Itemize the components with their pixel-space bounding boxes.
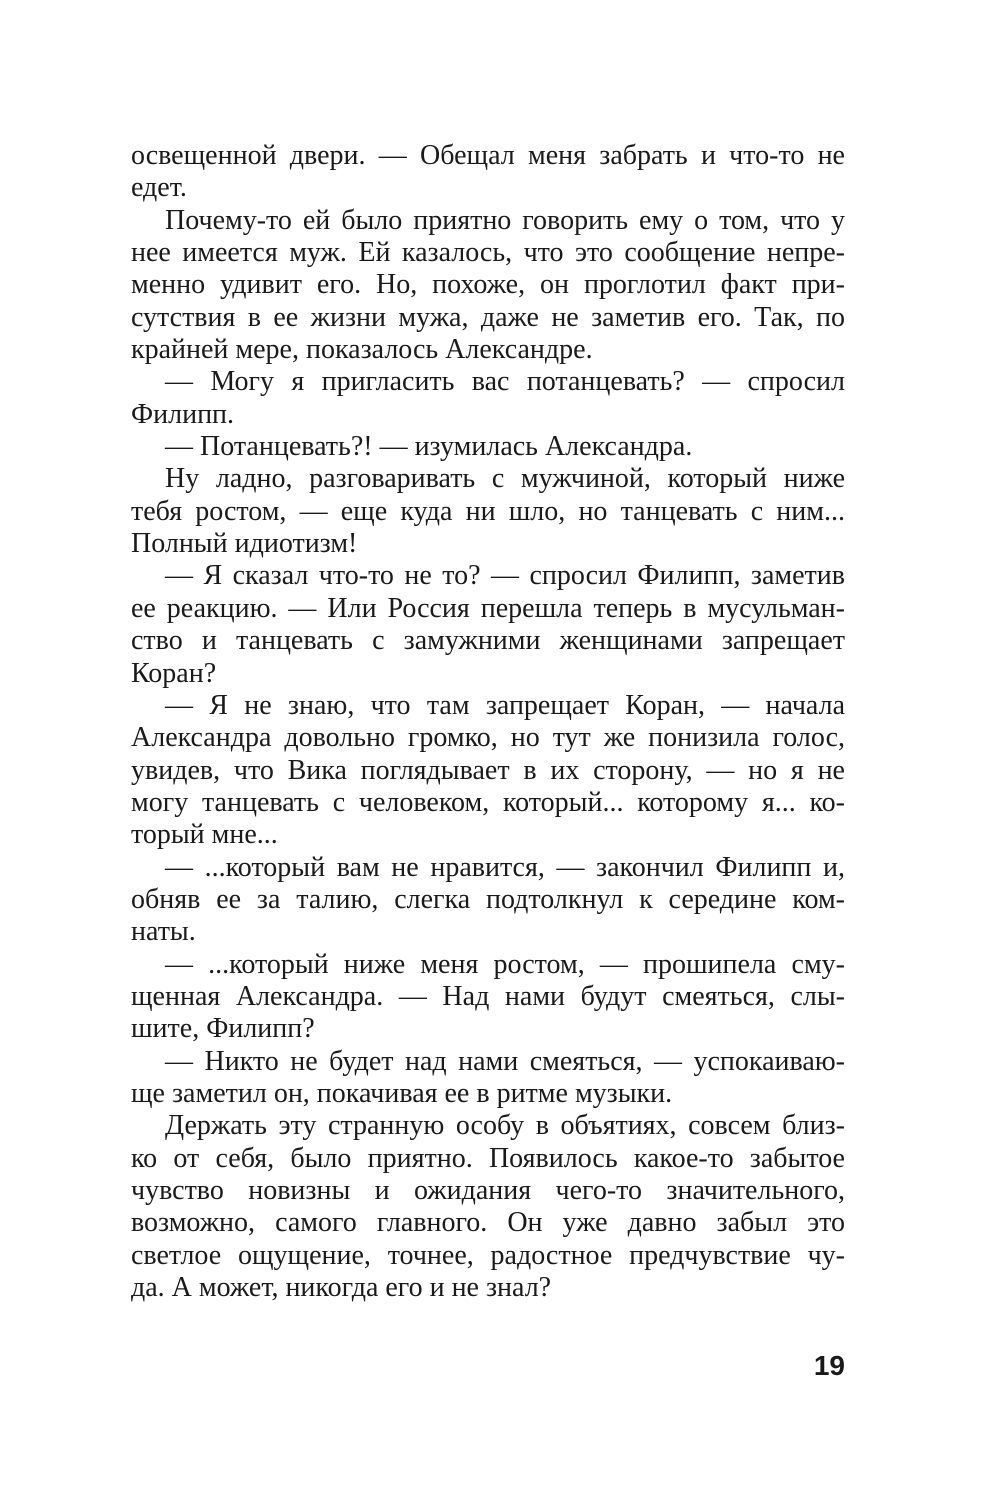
text-line: — Могу я пригласить вас потанцевать? — спросил [165,366,845,398]
paragraph [131,1110,845,1304]
text-line: да. А может, никогда его и не знал? [131,1272,552,1304]
text-line: светлое ощущение, точнее, радостное предчувствие чу- [131,1239,845,1271]
text-line: Коран? [131,657,217,689]
text-line: Ну ладно, разговаривать с мужчиной, который ниже [165,463,845,495]
paragraph [131,205,845,367]
text-line: шите, Филипп? [131,1013,315,1045]
paragraph [131,366,845,431]
text-line: сутствия в ее жизни мужа, даже не заметив его. Так, по [131,301,845,333]
text-line: увидев, что Вика поглядывает в их сторону, — но я не [131,754,845,786]
text-line: торый мне... [131,819,278,851]
text-line: Полный идиотизм! [131,528,358,560]
text-line: ство и танцевать с замужними женщинами запрещает [131,625,845,657]
paragraph [131,560,845,689]
text-line: — Потанцевать?! — изумилась Александра. [165,431,693,463]
paragraph [131,431,845,463]
body-text [131,140,845,1304]
text-line: щенная Александра. — Над нами будут смеяться, слы- [131,980,845,1012]
text-line: — Я сказал что-то не то? — спросил Филипп, заметив [165,560,845,592]
paragraph [131,463,845,560]
text-line: могу танцевать с человеком, который... которому я... ко- [131,786,845,818]
text-line: обняв ее за талию, слегка подтолкнул к середине ком- [131,883,845,915]
paragraph [131,852,845,949]
text-line: — Я не знаю, что там запрещает Коран, — начала [165,689,845,721]
text-line: — ...который ниже меня ростом, — прошипела сму- [165,948,845,980]
text-line: Почему-то ей было приятно говорить ему о том, что у [165,204,845,236]
text-line: Александра довольно громко, но тут же понизила голос, [131,722,845,754]
text-line: менно удивит его. Но, похоже, он проглотил факт при- [131,269,845,301]
text-line: чувство новизны и ожидания чего-то значительного, [131,1175,845,1206]
text-line: крайней мере, показалось Александре. [131,334,593,366]
text-line: — ...который вам не нравится, — закончил Филипп и, [165,851,845,883]
paragraph [131,690,845,852]
text-line: тебя ростом, — еще куда ни шло, но танцевать с ним... [131,495,845,527]
paragraph [131,1046,845,1111]
text-line: ще заметил он, покачивая ее в ритме музыки. [131,1077,673,1109]
text-line: ее реакцию. — Или Россия перешла теперь в мусульман- [131,592,845,624]
text-line: возможно, самого главного. Он уже давно забыл это [131,1207,845,1239]
text-line: — Никто не будет над нами смеяться, — успокаиваю- [165,1045,845,1077]
text-line: наты. [131,916,196,948]
text-line: освещенной двери. — Обещал меня забрать и что-то не [131,140,845,171]
paragraph [131,949,845,1046]
text-line: едет. [131,172,187,204]
text-line: Держать эту странную особу в объятиях, совсем близ- [165,1110,845,1142]
text-line: нее имеется муж. Ей казалось, что это сообщение непре- [131,237,845,269]
text-line: ко от себя, было приятно. Появилось какое-то забытое [131,1142,845,1174]
text-line: Филипп. [131,398,235,430]
page-number: 19 [813,1350,845,1381]
paragraph [131,140,845,205]
